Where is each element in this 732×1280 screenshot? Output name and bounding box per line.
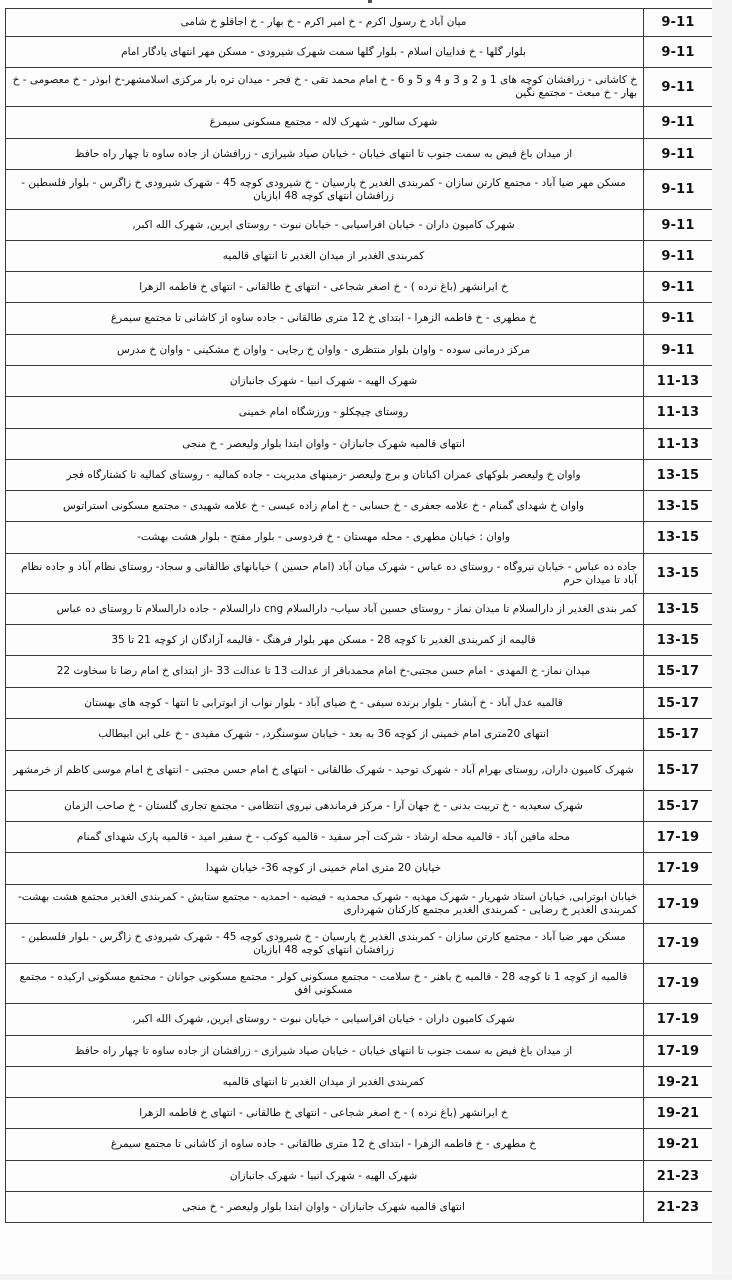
time-slot-cell: 19-21 bbox=[644, 1067, 713, 1098]
time-slot-cell: 13-15 bbox=[644, 625, 713, 656]
time-slot-cell: 9-11 bbox=[644, 107, 713, 139]
time-slot-cell: 17-19 bbox=[644, 1036, 713, 1067]
table-row bbox=[6, 1129, 713, 1161]
area-description-cell: انتهای قالمیه شهرک جانبازان - واوان ابتدا بلوار ولیعصر - خ منجی bbox=[6, 429, 644, 460]
table-row bbox=[6, 554, 713, 594]
area-description-cell: انتهای قالمیه شهرک جانبازان - واوان ابتدا بلوار ولیعصر - خ منجی bbox=[6, 1192, 644, 1223]
table-row bbox=[6, 1067, 713, 1098]
table-row bbox=[6, 656, 713, 688]
time-slot-cell: 13-15 bbox=[644, 460, 713, 491]
area-description-cell: کمربندی الغدیر از میدان الغدیر تا انتهای قالمیه bbox=[6, 1067, 644, 1098]
table-row bbox=[6, 719, 713, 751]
area-description-cell: خ کاشانی - زرافشان کوچه های 1 و 2 و 3 و 4 و 5 و 6 - خ امام محمد تقی - خ فجر - میدان تره بار مرکزی اسلامشهر-خ ابوذر - خ معصومی - خ بهار - خ مبعث - مجتمع نگین bbox=[6, 68, 644, 107]
area-description-cell: روستای چیچکلو - ورزشگاه امام خمینی bbox=[6, 397, 644, 429]
table-row bbox=[6, 522, 713, 554]
time-slot-cell: 9-11 bbox=[644, 37, 713, 68]
area-description-cell: شهرک سالور - شهرک لاله - مجتمع مسکونی سیمرغ bbox=[6, 107, 644, 139]
table-row bbox=[6, 397, 713, 429]
area-description-cell: شهرک کامیون داران - خیابان افراسیابی - خیابان نبوت - روستای ایرین, شهرک الله اکبر, bbox=[6, 210, 644, 241]
time-slot-cell: 9-11 bbox=[644, 9, 713, 37]
table-row bbox=[6, 139, 713, 170]
time-slot-cell: 17-19 bbox=[644, 822, 713, 853]
table-row bbox=[6, 625, 713, 656]
table-row bbox=[6, 366, 713, 397]
time-slot-cell: 15-17 bbox=[644, 656, 713, 688]
area-description-cell: شهرک کامیون داران, روستای بهرام آباد - شهرک توحید - شهرک طالقانی - انتهای خ امام حسن مجتبی - انتهای خ امام موسی کاظم از خرمشهر bbox=[6, 751, 644, 791]
table-row bbox=[6, 885, 713, 924]
area-description-cell: خ مطهری - خ فاطمه الزهرا - ابتدای خ 12 متری طالقانی - جاده ساوه از کاشانی تا مجتمع سیمرغ bbox=[6, 1129, 644, 1161]
page-right-margin bbox=[712, 0, 732, 1280]
table-row bbox=[6, 594, 713, 625]
time-slot-cell: 19-21 bbox=[644, 1129, 713, 1161]
area-description-cell: از میدان باغ فیض به سمت جنوب تا انتهای خیابان - خیابان صیاد شیرازی - زرافشان از جاده ساوه تا چهار راه حافظ bbox=[6, 1036, 644, 1067]
table-row bbox=[6, 491, 713, 522]
area-description-cell: شهرک کامیون داران - خیابان افراسیابی - خیابان نبوت - روستای ایرین, شهرک الله اکبر, bbox=[6, 1004, 644, 1036]
table-row bbox=[6, 210, 713, 241]
table-row bbox=[6, 964, 713, 1004]
time-slot-cell: 13-15 bbox=[644, 522, 713, 554]
table-row bbox=[6, 241, 713, 272]
table-row bbox=[6, 822, 713, 853]
table-row bbox=[6, 751, 713, 791]
time-slot-cell: 9-11 bbox=[644, 170, 713, 210]
table-row bbox=[6, 9, 713, 37]
cropped-top-edge bbox=[0, 0, 732, 8]
area-description-cell: خیابان 20 متری امام خمینی از کوچه 36- خیابان شهدا bbox=[6, 853, 644, 885]
table-row bbox=[6, 170, 713, 210]
area-description-cell: مسکن مهر ضیا آباد - مجتمع کارتن سازان - کمربندی الغدیر خ پارسیان - خ شیرودی کوچه 45 - شهرک شیرودی خ زاگرس - بلوار فلسطین - زرافشان انتهای کوچه 48 ابازیان bbox=[6, 924, 644, 964]
area-description-cell: کمربندی الغدیر از میدان الغدیر تا انتهای قالمیه bbox=[6, 241, 644, 272]
time-slot-cell: 9-11 bbox=[644, 241, 713, 272]
table-row bbox=[6, 303, 713, 335]
table-row bbox=[6, 37, 713, 68]
time-slot-cell: 15-17 bbox=[644, 791, 713, 822]
table-row bbox=[6, 272, 713, 303]
area-description-cell: مسکن مهر ضیا آباد - مجتمع کارتن سازان - کمربندی الغدیر خ پارسیان - خ شیرودی کوچه 45 - شهرک شیرودی خ زاگرس - بلوار فلسطین - زرافشان انتهای کوچه 48 ابازیان bbox=[6, 170, 644, 210]
area-description-cell: انتهای 20متری امام خمینی از کوچه 36 به بعد - خیابان سوسنگرد, - شهرک مفیدی - خ علی ابن ابیطالب bbox=[6, 719, 644, 751]
table-row bbox=[6, 1004, 713, 1036]
time-slot-cell: 21-23 bbox=[644, 1192, 713, 1223]
area-description-cell: واوان : خیابان مطهری - محله مهستان - خ فردوسی - بلوار مفتح - بلوار هشت بهشت- bbox=[6, 522, 644, 554]
time-slot-cell: 17-19 bbox=[644, 924, 713, 964]
area-description-cell: کمر بندی الغدیر از دارالسلام تا میدان نماز - روستای حسین آباد سیاب- دارالسلام cng دارالسلام - جاده دارالسلام تا روستای ده عباس bbox=[6, 594, 644, 625]
table-row bbox=[6, 429, 713, 460]
time-slot-cell: 11-13 bbox=[644, 397, 713, 429]
time-slot-cell: 15-17 bbox=[644, 688, 713, 719]
time-slot-cell: 9-11 bbox=[644, 335, 713, 366]
schedule-table-body bbox=[6, 9, 713, 1223]
area-description-cell: جاده ده عباس - خیابان نیروگاه - روستای ده عباس - شهرک میان آباد (امام حسین ) خیابانهای طالقانی و سجاد- روستای نظام آباد و جاده نظام آباد تا میدان حرم bbox=[6, 554, 644, 594]
time-slot-cell: 9-11 bbox=[644, 68, 713, 107]
area-description-cell: واوان خ ولیعصر بلوکهای عمران اکباتان و برج ولیعصر -زمینهای مدیریت - جاده کمالیه - روستای کمالیه تا کشتارگاه فجر bbox=[6, 460, 644, 491]
table-row bbox=[6, 1098, 713, 1129]
area-description-cell: قالیمه از کمربندی الغدیر تا کوچه 28 - مسکن مهر بلوار فرهنگ - قالیمه آزادگان از کوچه 21 تا 35 bbox=[6, 625, 644, 656]
area-description-cell: شهرک الهیه - شهرک انبیا - شهرک جانبازان bbox=[6, 366, 644, 397]
table-row bbox=[6, 924, 713, 964]
table-row bbox=[6, 853, 713, 885]
outage-schedule-table bbox=[5, 8, 713, 1223]
area-description-cell: قالمیه عدل آباد - خ آبشار - بلوار برنده سیفی - خ ضیای آباد - بلوار نواب از ابوترابی تا انتها - کوچه های بهستان bbox=[6, 688, 644, 719]
table-row bbox=[6, 1036, 713, 1067]
time-slot-cell: 9-11 bbox=[644, 272, 713, 303]
table-row bbox=[6, 791, 713, 822]
time-slot-cell: 15-17 bbox=[644, 751, 713, 791]
time-slot-cell: 9-11 bbox=[644, 303, 713, 335]
time-slot-cell: 15-17 bbox=[644, 719, 713, 751]
area-description-cell: خ ایرانشهر (باغ نرده ) - خ اصغر شجاعی - انتهای خ طالقانی - انتهای خ فاطمه الزهرا bbox=[6, 272, 644, 303]
area-description-cell: شهرک الهیه - شهرک انبیا - شهرک جانبازان bbox=[6, 1161, 644, 1192]
time-slot-cell: 9-11 bbox=[644, 139, 713, 170]
page-bottom-edge bbox=[0, 1274, 732, 1280]
area-description-cell: شهرک سعیدیه - خ تربیت بدنی - خ جهان آرا - مرکز فرماندهی نیروی انتظامی - مجتمع تجاری گلستان - خ صاحب الزمان bbox=[6, 791, 644, 822]
table-row bbox=[6, 460, 713, 491]
table-row bbox=[6, 335, 713, 366]
area-description-cell: خیابان ابوترابی, خیابان استاد شهریار - شهرک مهدیه - شهرک محمدیه - فیضیه - احمدیه - مجتمع ستایش - کمربندی الغدیر مجتمع هشت بهشت- کمربندی الغدیر خ رضایی - کمربندی الغدیر مجتمع کارکنان شهرداری bbox=[6, 885, 644, 924]
time-slot-cell: 11-13 bbox=[644, 366, 713, 397]
table-row bbox=[6, 1192, 713, 1223]
table-row bbox=[6, 68, 713, 107]
table-row bbox=[6, 1161, 713, 1192]
area-description-cell: بلوار گلها - خ فداییان اسلام - بلوار گلها سمت شهرک شیرودی - مسکن مهر انتهای یادگار امام bbox=[6, 37, 644, 68]
time-slot-cell: 9-11 bbox=[644, 210, 713, 241]
time-slot-cell: 19-21 bbox=[644, 1098, 713, 1129]
time-slot-cell: 17-19 bbox=[644, 885, 713, 924]
cropped-text-fragment bbox=[368, 0, 372, 3]
area-description-cell: میان آباد خ رسول اکرم - خ امیر اکرم - خ بهار - خ اجاقلو خ شامی bbox=[6, 9, 644, 37]
time-slot-cell: 21-23 bbox=[644, 1161, 713, 1192]
area-description-cell: محله مافین آباد - قالمیه محله ارشاد - شرکت آجر سفید - قالمیه کوکب - خ سفیر امید - قالمیه پارک شهدای گمنام bbox=[6, 822, 644, 853]
time-slot-cell: 13-15 bbox=[644, 594, 713, 625]
table-row bbox=[6, 688, 713, 719]
area-description-cell: خ ایرانشهر (باغ نرده ) - خ اصغر شجاعی - انتهای خ طالقانی - انتهای خ فاطمه الزهرا bbox=[6, 1098, 644, 1129]
area-description-cell: میدان نماز- خ المهدی - امام حسن مجتبی-خ امام محمدباقر از عدالت 13 تا عدالت 33 -از ابتدای خ امام رضا تا سخاوت 22 bbox=[6, 656, 644, 688]
area-description-cell: از میدان باغ فیض به سمت جنوب تا انتهای خیابان - خیابان صیاد شیرازی - زرافشان از جاده ساوه تا چهار راه حافظ bbox=[6, 139, 644, 170]
time-slot-cell: 17-19 bbox=[644, 853, 713, 885]
area-description-cell: قالمیه از کوچه 1 تا کوچه 28 - قالمیه خ باهنر - خ سلامت - مجتمع مسکونی کولر - مجتمع مسکونی جوانان - مجتمع مسکونی ارکیده - مجتمع مسکونی افق bbox=[6, 964, 644, 1004]
time-slot-cell: 17-19 bbox=[644, 1004, 713, 1036]
area-description-cell: خ مطهری - خ فاطمه الزهرا - ابتدای خ 12 متری طالقانی - جاده ساوه از کاشانی تا مجتمع سیمرغ bbox=[6, 303, 644, 335]
time-slot-cell: 17-19 bbox=[644, 964, 713, 1004]
area-description-cell: واوان خ شهدای گمنام - خ علامه جعفری - خ حسابی - خ امام زاده عیسی - خ علامه شهیدی - مجتمع مسکونی استراتوس bbox=[6, 491, 644, 522]
time-slot-cell: 13-15 bbox=[644, 491, 713, 522]
time-slot-cell: 11-13 bbox=[644, 429, 713, 460]
table-row bbox=[6, 107, 713, 139]
area-description-cell: مرکز درمانی سوده - واوان بلوار منتظری - واوان خ رجایی - واوان خ مشکینی - واوان خ مدرس bbox=[6, 335, 644, 366]
time-slot-cell: 13-15 bbox=[644, 554, 713, 594]
